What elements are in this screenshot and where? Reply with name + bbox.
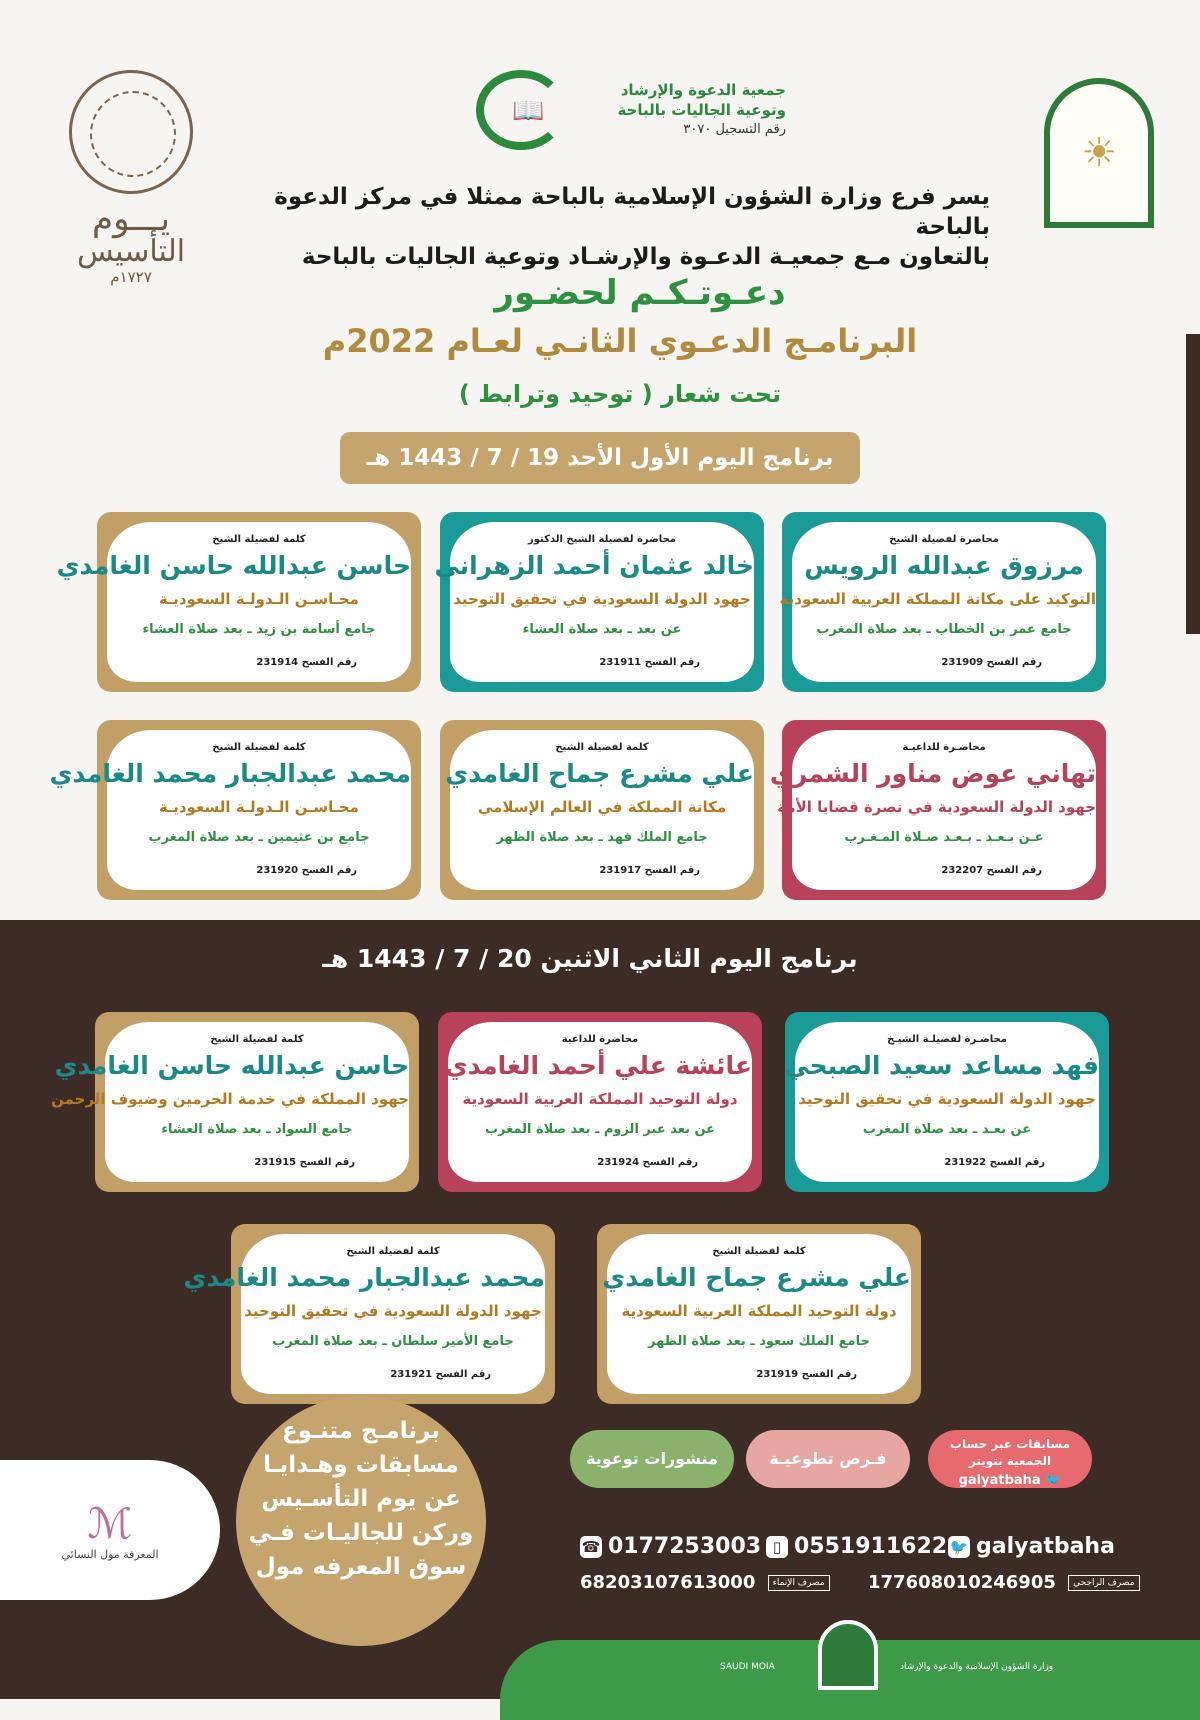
card-topic: مكانة المملكة في العالم الإسلامي [477, 798, 727, 816]
card-code: رقم الفسح 231914 [256, 657, 357, 668]
card-title: كلمة لفضيلة الشيخ [712, 1246, 806, 1257]
card-topic: التوكيد على مكانة المملكة العربية السعودية [779, 590, 1096, 608]
mall-name: المعرفة مول النسائي [61, 1548, 159, 1561]
card-place: عـن بـعـد ـ بـعـد صـلاة المـغـرب [844, 830, 1044, 845]
mall-logo [0, 1460, 220, 1600]
card-place: جامع عمر بن الخطاب ـ بعد صلاة المغرب [816, 622, 1072, 637]
phone-contact[interactable] [580, 1534, 761, 1559]
gift-line-2: مسابقات وهـدايـا [263, 1452, 459, 1478]
card-place: عن بعـد ـ بعد صلاة المغرب [862, 1122, 1032, 1137]
card-body [434, 522, 754, 682]
day1-card-1 [779, 512, 1106, 692]
card-name: خالد عثمان أحمد الزهراني [434, 551, 754, 580]
mobile-contact[interactable] [766, 1534, 947, 1559]
day1-card-2 [434, 512, 764, 692]
day1-label: برنامج اليوم الأول الأحد 19 / 7 / 1443 هـ [340, 432, 860, 484]
ministry-emblem-icon: ☀ [1081, 130, 1117, 176]
gift-circle [236, 1396, 486, 1646]
side-tab [1186, 334, 1200, 634]
card-place: عن بعد ـ بعد صلاة العشاء [522, 622, 682, 637]
gift-line-5: سوق المعرفه مول [255, 1554, 467, 1580]
card-title: كلمة لفضيلة الشيخ [346, 1246, 440, 1257]
card-body [49, 730, 411, 890]
phone-number: 0177253003 [608, 1534, 762, 1559]
card-body [784, 1022, 1099, 1182]
card-topic: جهود الدولة السعودية في تحقيق التوحيد [798, 1090, 1096, 1108]
card-code: رقم الفسح 231911 [599, 657, 700, 668]
card-body [445, 730, 754, 890]
card-place: جامع أسامة بن زيد ـ بعد صلاة العشاء [142, 622, 376, 637]
association-name-1: جمعية الدعوة والإرشاد [620, 81, 786, 99]
gift-line-3: عن يوم التأسـيس [261, 1486, 461, 1512]
card-name: مرزوق عبدالله الرويس [804, 551, 1084, 580]
card-topic: محـاسـن الـدولـة السعوديـة [159, 798, 359, 816]
inma-bank-name: مصرف الإنماء [768, 1575, 830, 1591]
card-title: محاضرة للداعية [561, 1034, 639, 1045]
association-name-2: وتوعية الجاليات بالباحة [617, 101, 786, 119]
card-name: محمد عبدالجبار محمد الغامدي [49, 759, 411, 788]
day2-card-1 [785, 1012, 1109, 1192]
card-code: رقم الفسح 231924 [597, 1157, 698, 1168]
card-name: حاسن عبدالله حاسن الغامدي [56, 551, 411, 580]
twitter-icon: 🐦 [949, 1538, 969, 1556]
card-place: جامع الملك فهد ـ بعد صلاة الظهر [496, 830, 708, 845]
phone-icon: ☎ [581, 1538, 601, 1556]
day2-label: برنامج اليوم الثاني الاثنين 20 / 7 / 1443 هـ [322, 944, 858, 973]
twitter-contact[interactable] [948, 1534, 1115, 1559]
card-code: رقم الفسح 231915 [254, 1157, 355, 1168]
day2-card-2 [438, 1012, 762, 1192]
ministry-logo [1044, 78, 1154, 228]
association-emblem-icon: 📖 [476, 70, 566, 150]
card-name: تهاني عوض مناور الشمري [769, 759, 1096, 788]
chip-1-line-b: الجمعية بتويتر [968, 1454, 1052, 1468]
card-place: جامع الملك سعود ـ بعد صلاة الظهر [648, 1334, 870, 1349]
intro-text [230, 182, 990, 272]
card-code: رقم الفسح 231909 [941, 657, 1042, 668]
card-body [51, 1022, 409, 1182]
program-heading: البرنامـج الدعـوي الثانـي لعـام 2022م [322, 322, 918, 360]
card-name: علي مشرع جماح الغامدي [445, 759, 754, 788]
inma-account [580, 1572, 830, 1593]
card-title: كلمة لفضيلة الشيخ [212, 534, 306, 545]
intro-line-2: بالتعاون مـع جمعيـة الدعـوة والإرشـاد وتوعية الجاليات بالباحة [301, 244, 990, 270]
card-body [779, 522, 1096, 682]
day1-card-4 [769, 720, 1106, 900]
card-name: حاسن عبدالله حاسن الغامدي [54, 1051, 409, 1080]
association-text [617, 80, 786, 140]
intro-line-1: يسر فرع وزارة الشؤون الإسلامية بالباحة ممثلا في مركز الدعوة بالباحة [274, 184, 990, 240]
footer-ministry-logo-icon [818, 1620, 878, 1690]
chip-1-handle [928, 1472, 1092, 1489]
foundation-year: ١٧٢٧م [110, 268, 152, 286]
card-place: جامع الأمير سلطان ـ بعد صلاة المغرب [272, 1334, 514, 1349]
twitter-handle: galyatbaha [976, 1534, 1115, 1559]
card-place: عن بعد عبر الزوم ـ بعد صلاة المغرب [484, 1122, 716, 1137]
day2-card-5 [183, 1224, 555, 1404]
card-place: جامع السواد ـ بعد صلاة العشاء [161, 1122, 353, 1137]
card-topic: دولة التوحيد المملكة العربية السعودية [621, 1302, 897, 1320]
mall-swirl-icon: ℳ [87, 1499, 133, 1548]
card-code: رقم الفسح 231922 [944, 1157, 1045, 1168]
card-name: محمد عبدالجبار محمد الغامدي [183, 1263, 545, 1292]
gift-line-1: برنامـج متنـوع [282, 1418, 440, 1444]
card-code: رقم الفسح 231919 [756, 1369, 857, 1380]
foundation-day-logo [56, 70, 206, 290]
card-code: رقم الفسح 231921 [390, 1369, 491, 1380]
chip-1-line-a: مسابقات عبر حساب [949, 1437, 1071, 1451]
registration-number: رقم التسجيل ٣٠٧٠ [683, 122, 786, 137]
foundation-word-1: يـــوم [92, 199, 170, 239]
day2-card-3 [51, 1012, 419, 1192]
chip-1-handle-text: galyatbaha [958, 1473, 1041, 1488]
card-title: محاضرة لفضيلة الشيخ الدكتور [528, 534, 676, 545]
rajhi-bank-name: مصرف الراجحي [1068, 1575, 1139, 1591]
card-title: كلمة لفضيلة الشيخ [210, 1034, 304, 1045]
card-code: رقم الفسح 232207 [941, 865, 1042, 876]
card-body [602, 1234, 911, 1394]
card-body [769, 730, 1096, 890]
day1-card-5 [440, 720, 764, 900]
mobile-number: 0551911622 [794, 1534, 948, 1559]
rajhi-account [868, 1572, 1140, 1593]
invite-heading: دعـوتـكـم لحضـور [494, 273, 786, 313]
card-code: رقم الفسح 231920 [256, 865, 357, 876]
card-name: فهد مساعد سعيد الصبحي [784, 1051, 1099, 1080]
gift-line-4: وركن للجاليـات فـي [248, 1520, 474, 1546]
mobile-icon: ▯ [766, 1536, 788, 1558]
card-topic: جهود الدولة السعودية في نصرة قضايا الأمة [777, 798, 1096, 816]
card-topic: جهود الدولة السعودية في تحقيق التوحيد [453, 590, 751, 608]
association-logo [476, 50, 786, 160]
card-topic: محـاسـن الـدولـة السعوديـة [159, 590, 359, 608]
volunteer-chip[interactable]: فـرص تطوعيـة [746, 1430, 910, 1488]
card-topic: دولة التوحيد المملكة العربية السعودية [462, 1090, 738, 1108]
inma-account-number: 68203107613000 [580, 1572, 756, 1593]
card-body [444, 1022, 752, 1182]
card-topic: جهود المملكة في خدمة الحرمين وضيوف الرحمن [51, 1090, 409, 1108]
footer-left-text: SAUDI MOIA [720, 1662, 775, 1672]
card-title: محاضرة لفضيلة الشيخ [889, 534, 999, 545]
card-title: كلمة لفضيلة الشيخ [555, 742, 649, 753]
card-body [56, 522, 411, 682]
day1-card-3 [56, 512, 421, 692]
card-body [183, 1234, 545, 1394]
card-code: رقم الفسح 231917 [599, 865, 700, 876]
card-place: جامع بن عثيمين ـ بعد صلاة المغرب [148, 830, 370, 845]
day2-card-4 [597, 1224, 921, 1404]
card-title: محاضـرة لفضيلـة الشيـخ [887, 1034, 1007, 1045]
card-title: كلمة لفضيلة الشيخ [212, 742, 306, 753]
twitter-icon: 🐦 [1040, 1473, 1062, 1488]
card-name: علي مشرع جماح الغامدي [602, 1263, 911, 1292]
day1-card-6 [49, 720, 421, 900]
card-name: عائشة علي أحمد الغامدي [444, 1051, 752, 1080]
card-title: محاضـرة للداعيـة [902, 742, 986, 753]
twitter-contest-chip[interactable] [928, 1430, 1092, 1488]
awareness-chip[interactable]: منشورات توعوية [570, 1430, 734, 1488]
footer-right-text: وزارة الشؤون الإسلامية والدعوة والإرشاد [900, 1662, 1054, 1672]
card-topic: جهود الدولة السعودية في تحقيق التوحيد [244, 1302, 542, 1320]
foundation-seal-icon [69, 70, 193, 194]
foundation-word-2: التأسيس [76, 234, 186, 269]
rajhi-account-number: 177608010246905 [868, 1572, 1056, 1593]
slogan: تحت شعار ( توحيد وترابط ) [458, 380, 782, 408]
